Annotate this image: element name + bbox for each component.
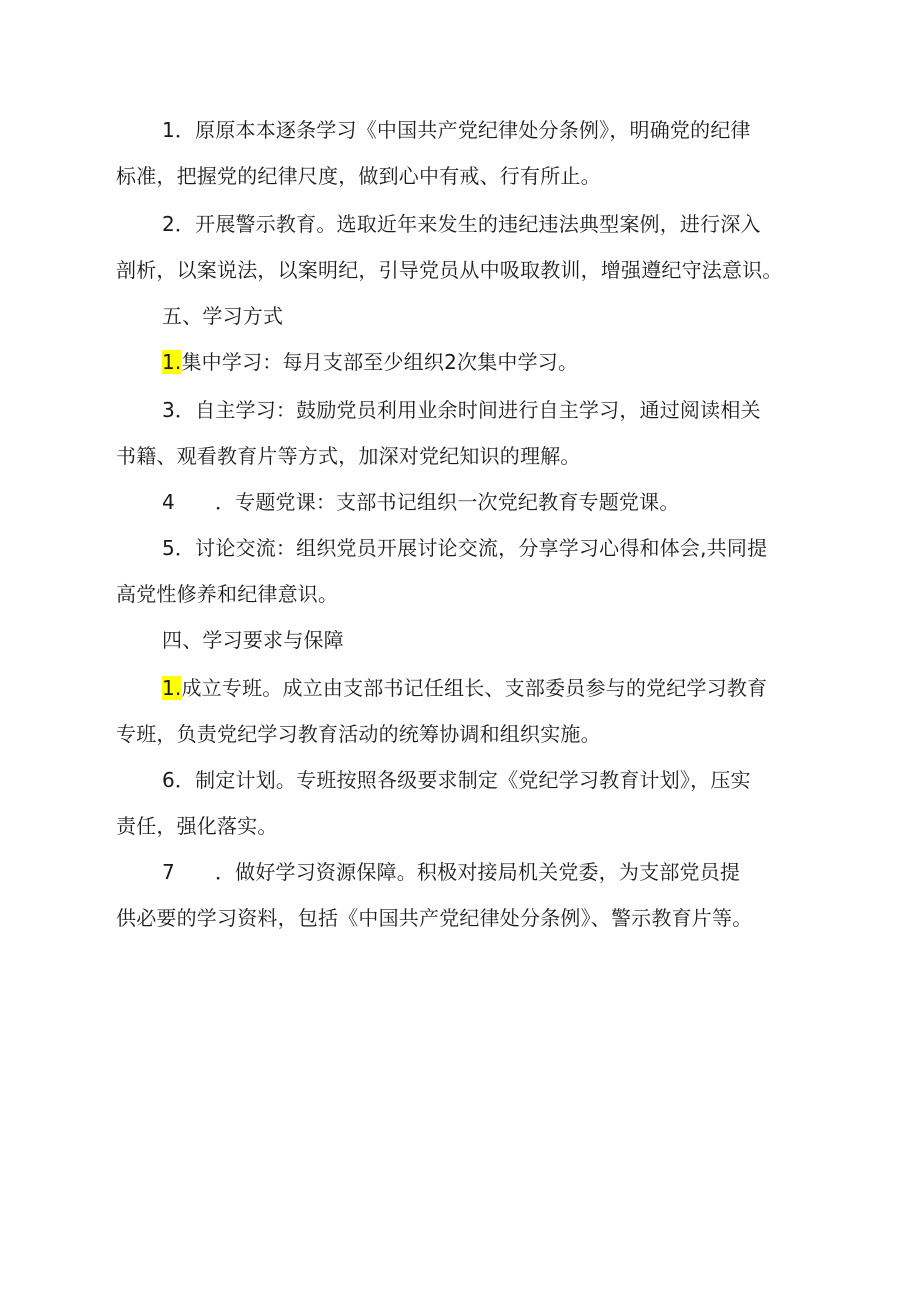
paragraph-6-line-2: 高党性修养和纪律意识。 (116, 582, 339, 606)
paragraph-5-number: 4 (162, 490, 175, 514)
paragraph-9-text: ．做好学习资源保障。积极对接局机关党委，为支部党员提 (214, 860, 741, 884)
paragraph-7-text: 成立专班。成立由支部书记任组长、支部委员参与的党纪学习教育 (181, 676, 768, 700)
paragraph-9-line-2: 供必要的学习资料，包括《中国共产党纪律处分条例》、警示教育片等。 (116, 906, 753, 930)
paragraph-1-line-1: 1．原原本本逐条学习《中国共产党纪律处分条例》，明确党的纪律 (162, 118, 751, 142)
paragraph-7-line-2: 专班，负责党纪学习教育活动的统筹协调和组织实施。 (116, 722, 601, 746)
paragraph-9-number: 7 (162, 860, 175, 884)
paragraph-7-line-1 (162, 674, 767, 702)
paragraph-5 (162, 488, 680, 516)
paragraph-5-text: ．专题党课：支部书记组织一次党纪教育专题党课。 (214, 490, 680, 514)
paragraph-1-line-2: 标准，把握党的纪律尺度，做到心中有戒、行有所止。 (116, 164, 601, 188)
paragraph-6-line-1: 5．讨论交流：组织党员开展讨论交流，分享学习心得和体会,共同提 (162, 536, 768, 560)
paragraph-4-line-1: 3．自主学习：鼓励党员利用业余时间进行自主学习，通过阅读相关 (162, 398, 761, 422)
paragraph-3 (162, 348, 578, 376)
paragraph-2-line-1: 2．开展警示教育。选取近年来发生的违纪违法典型案例，进行深入 (162, 212, 761, 236)
highlighted-number: 1. (162, 676, 182, 700)
paragraph-2-line-2: 剖析，以案说法，以案明纪，引导党员从中吸取教训，增强遵纪守法意识。 (116, 258, 783, 282)
section-heading-5: 五、学习方式 (162, 304, 284, 328)
paragraph-9-line-1 (162, 858, 740, 886)
paragraph-8-line-2: 责任，强化落实。 (116, 814, 278, 838)
highlighted-number: 1. (162, 350, 182, 374)
section-heading-4: 四、学习要求与保障 (162, 628, 344, 652)
paragraph-8-line-1: 6．制定计划。专班按照各级要求制定《党纪学习教育计划》，压实 (162, 768, 751, 792)
paragraph-4-line-2: 书籍、观看教育片等方式，加深对党纪知识的理解。 (116, 444, 581, 468)
paragraph-3-text: 集中学习：每月支部至少组织2次集中学习。 (181, 350, 579, 374)
